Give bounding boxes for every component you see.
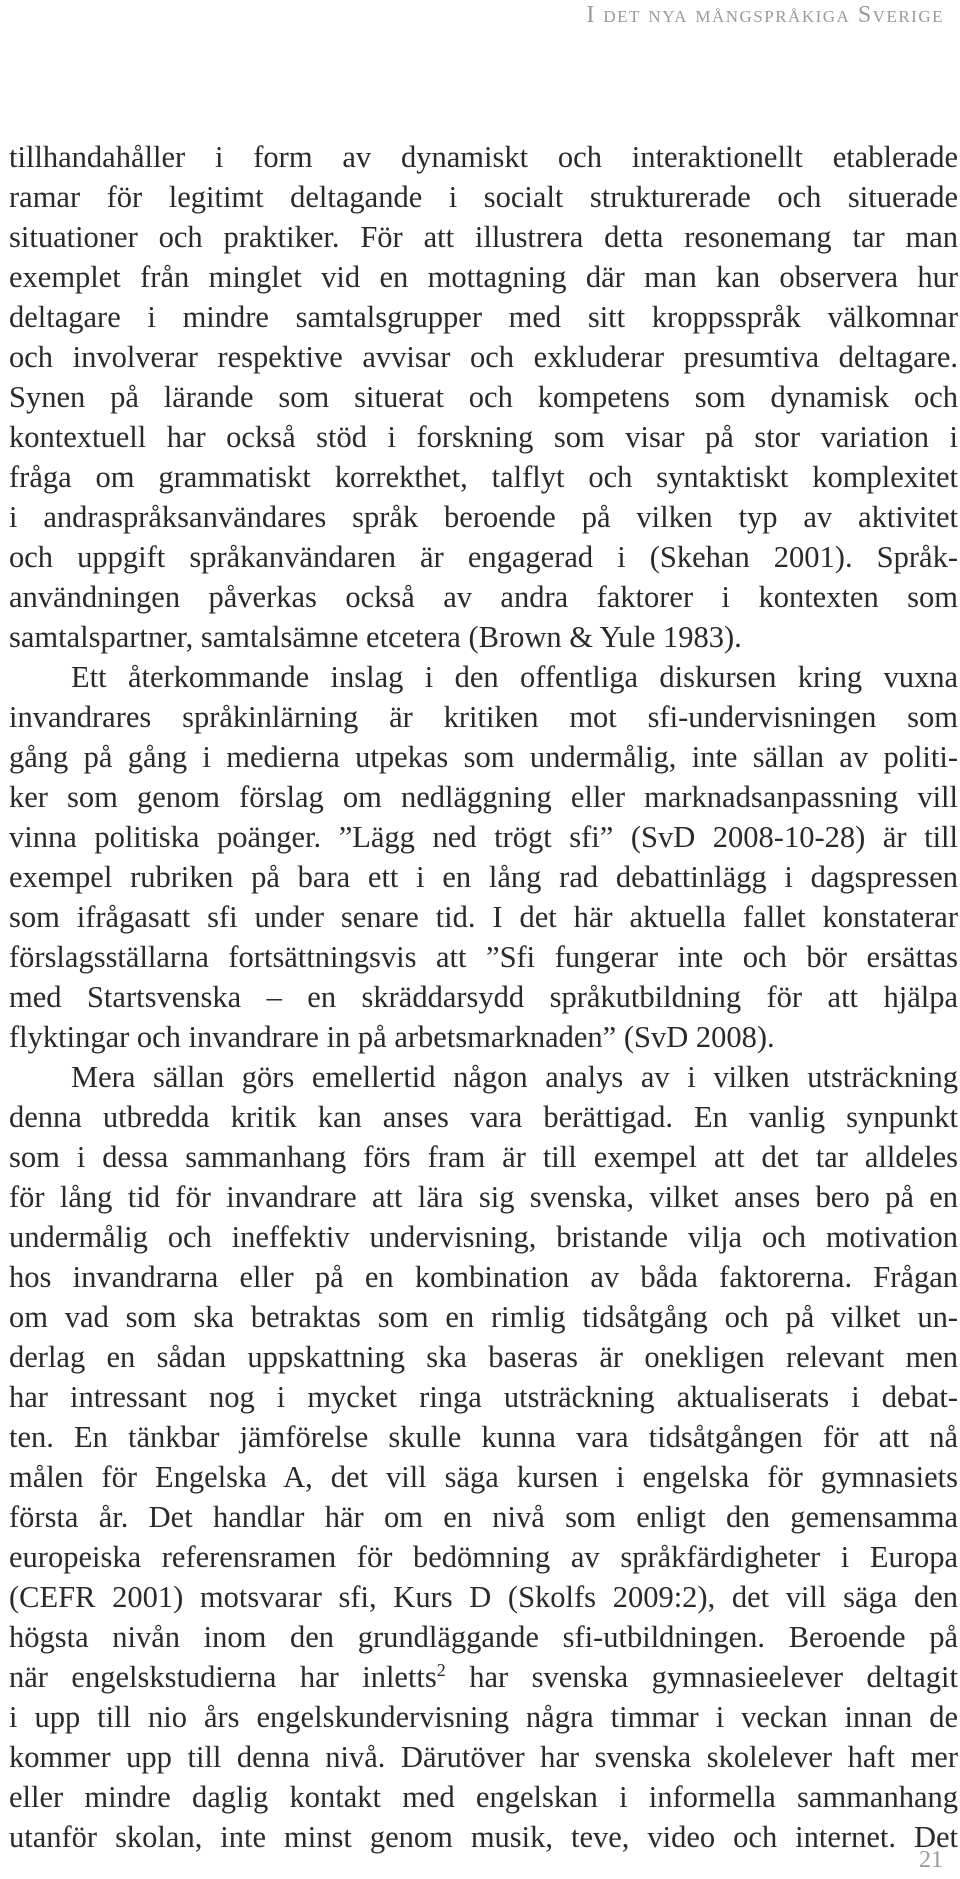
text-line: i andraspråksanvändares språk beroende på vilken typ av aktivitet (9, 500, 958, 534)
text-line: för lång tid för invandrare att lära sig svenska, vilket anses bero på en (9, 1180, 958, 1214)
text-line: har intressant nog i mycket ringa utsträckning aktualiserats i debat- (9, 1380, 958, 1414)
text-line: hos invandrarna eller på en kombination av båda faktorerna. Frågan (9, 1260, 958, 1294)
text-line: ker som genom förslag om nedläggning eller marknadsanpassning vill (9, 780, 958, 814)
text-line: förslagsställarna fortsättningsvis att ”Sfi fungerar inte och bör ersättas (9, 940, 958, 974)
text-line: med Startsvenska – en skräddarsydd språkutbildning för att hjälpa (9, 980, 958, 1014)
text-line: utanför skolan, inte minst genom musik, teve, video och internet. Det (9, 1820, 958, 1854)
text-line: Mera sällan görs emellertid någon analys av i vilken utsträckning (71, 1060, 958, 1094)
text-line: deltagare i mindre samtalsgrupper med sitt kroppsspråk välkomnar (9, 300, 958, 334)
text-line: ten. En tänkbar jämförelse skulle kunna vara tidsåtgången för att nå (9, 1420, 958, 1454)
text-segment: har svenska gymnasieelever deltagit (445, 1660, 958, 1694)
text-line: situationer och praktiker. För att illustrera detta resonemang tar man (9, 220, 958, 254)
text-line: högsta nivån inom den grundläggande sfi-utbildningen. Beroende på (9, 1620, 958, 1654)
text-line: kommer upp till denna nivå. Därutöver har svenska skolelever haft mer (9, 1740, 958, 1774)
text-line: gång på gång i medierna utpekas som undermålig, inte sällan av politi- (9, 740, 958, 774)
text-line: användningen påverkas också av andra faktorer i kontexten som (9, 580, 958, 614)
text-line: invandrares språkinlärning är kritiken mot sfi-undervisningen som (9, 700, 958, 734)
paragraph (9, 657, 958, 1057)
text-line: om vad som ska betraktas som en rimlig tidsåtgång och på vilket un- (9, 1300, 958, 1334)
text-line: fråga om grammatiskt korrekthet, talflyt och syntaktiskt komplexitet (9, 460, 958, 494)
text-line: exempel rubriken på bara ett i en lång rad debattinlägg i dagspressen (9, 860, 958, 894)
text-line: samtalspartner, samtalsämne etcetera (Brown & Yule 1983). (9, 620, 742, 654)
text-line: europeiska referensramen för bedömning av språkfärdigheter i Europa (9, 1540, 958, 1574)
body-text (9, 137, 958, 1857)
paragraph (9, 1057, 958, 1857)
text-line: tillhandahåller i form av dynamiskt och interaktionellt etablerade (9, 140, 958, 174)
text-line: målen för Engelska A, det vill säga kursen i engelska för gymnasiets (9, 1460, 958, 1494)
page-number: 21 (919, 1847, 943, 1873)
text-line: eller mindre daglig kontakt med engelskan i informella sammanhang (9, 1780, 958, 1814)
text-segment: när engelskstudierna har inletts (9, 1660, 437, 1694)
footnote-marker[interactable]: 2 (436, 1660, 446, 1680)
text-line: denna utbredda kritik kan anses vara berättigad. En vanlig synpunkt (9, 1100, 958, 1134)
text-line: Ett återkommande inslag i den offentliga diskursen kring vuxna (71, 660, 958, 694)
text-line: ramar för legitimt deltagande i socialt strukturerade och situerade (9, 180, 958, 214)
text-line: (CEFR 2001) motsvarar sfi, Kurs D (Skolfs 2009:2), det vill säga den (9, 1580, 958, 1614)
text-line: exemplet från minglet vid en mottagning där man kan observera hur (9, 260, 958, 294)
text-line: i upp till nio års engelskundervisning några timmar i veckan innan de (9, 1700, 958, 1734)
text-line: vinna politiska poänger. ”Lägg ned trögt sfi” (SvD 2008-10-28) är till (9, 820, 958, 854)
text-line: och uppgift språkanvändaren är engagerad i (Skehan 2001). Språk- (9, 540, 958, 574)
text-line: första år. Det handlar här om en nivå som enligt den gemensamma (9, 1500, 958, 1534)
text-line: och involverar respektive avvisar och exkluderar presumtiva deltagare. (9, 340, 958, 374)
text-line-with-footnote (9, 1657, 958, 1697)
text-line: flyktingar och invandrare in på arbetsmarknaden” (SvD 2008). (9, 1020, 775, 1054)
text-line: derlag en sådan uppskattning ska baseras är onekligen relevant men (9, 1340, 958, 1374)
text-line: Synen på lärande som situerat och kompetens som dynamisk och (9, 380, 958, 414)
text-line: som i dessa sammanhang förs fram är till exempel att det tar alldeles (9, 1140, 958, 1174)
text-line: som ifrågasatt sfi under senare tid. I det här aktuella fallet konstaterar (9, 900, 958, 934)
running-head: I det nya mångspråkiga Sverige (586, 2, 944, 28)
text-line: undermålig och ineffektiv undervisning, bristande vilja och motivation (9, 1220, 958, 1254)
text-line: kontextuell har också stöd i forskning som visar på stor variation i (9, 420, 958, 454)
paragraph (9, 137, 958, 657)
